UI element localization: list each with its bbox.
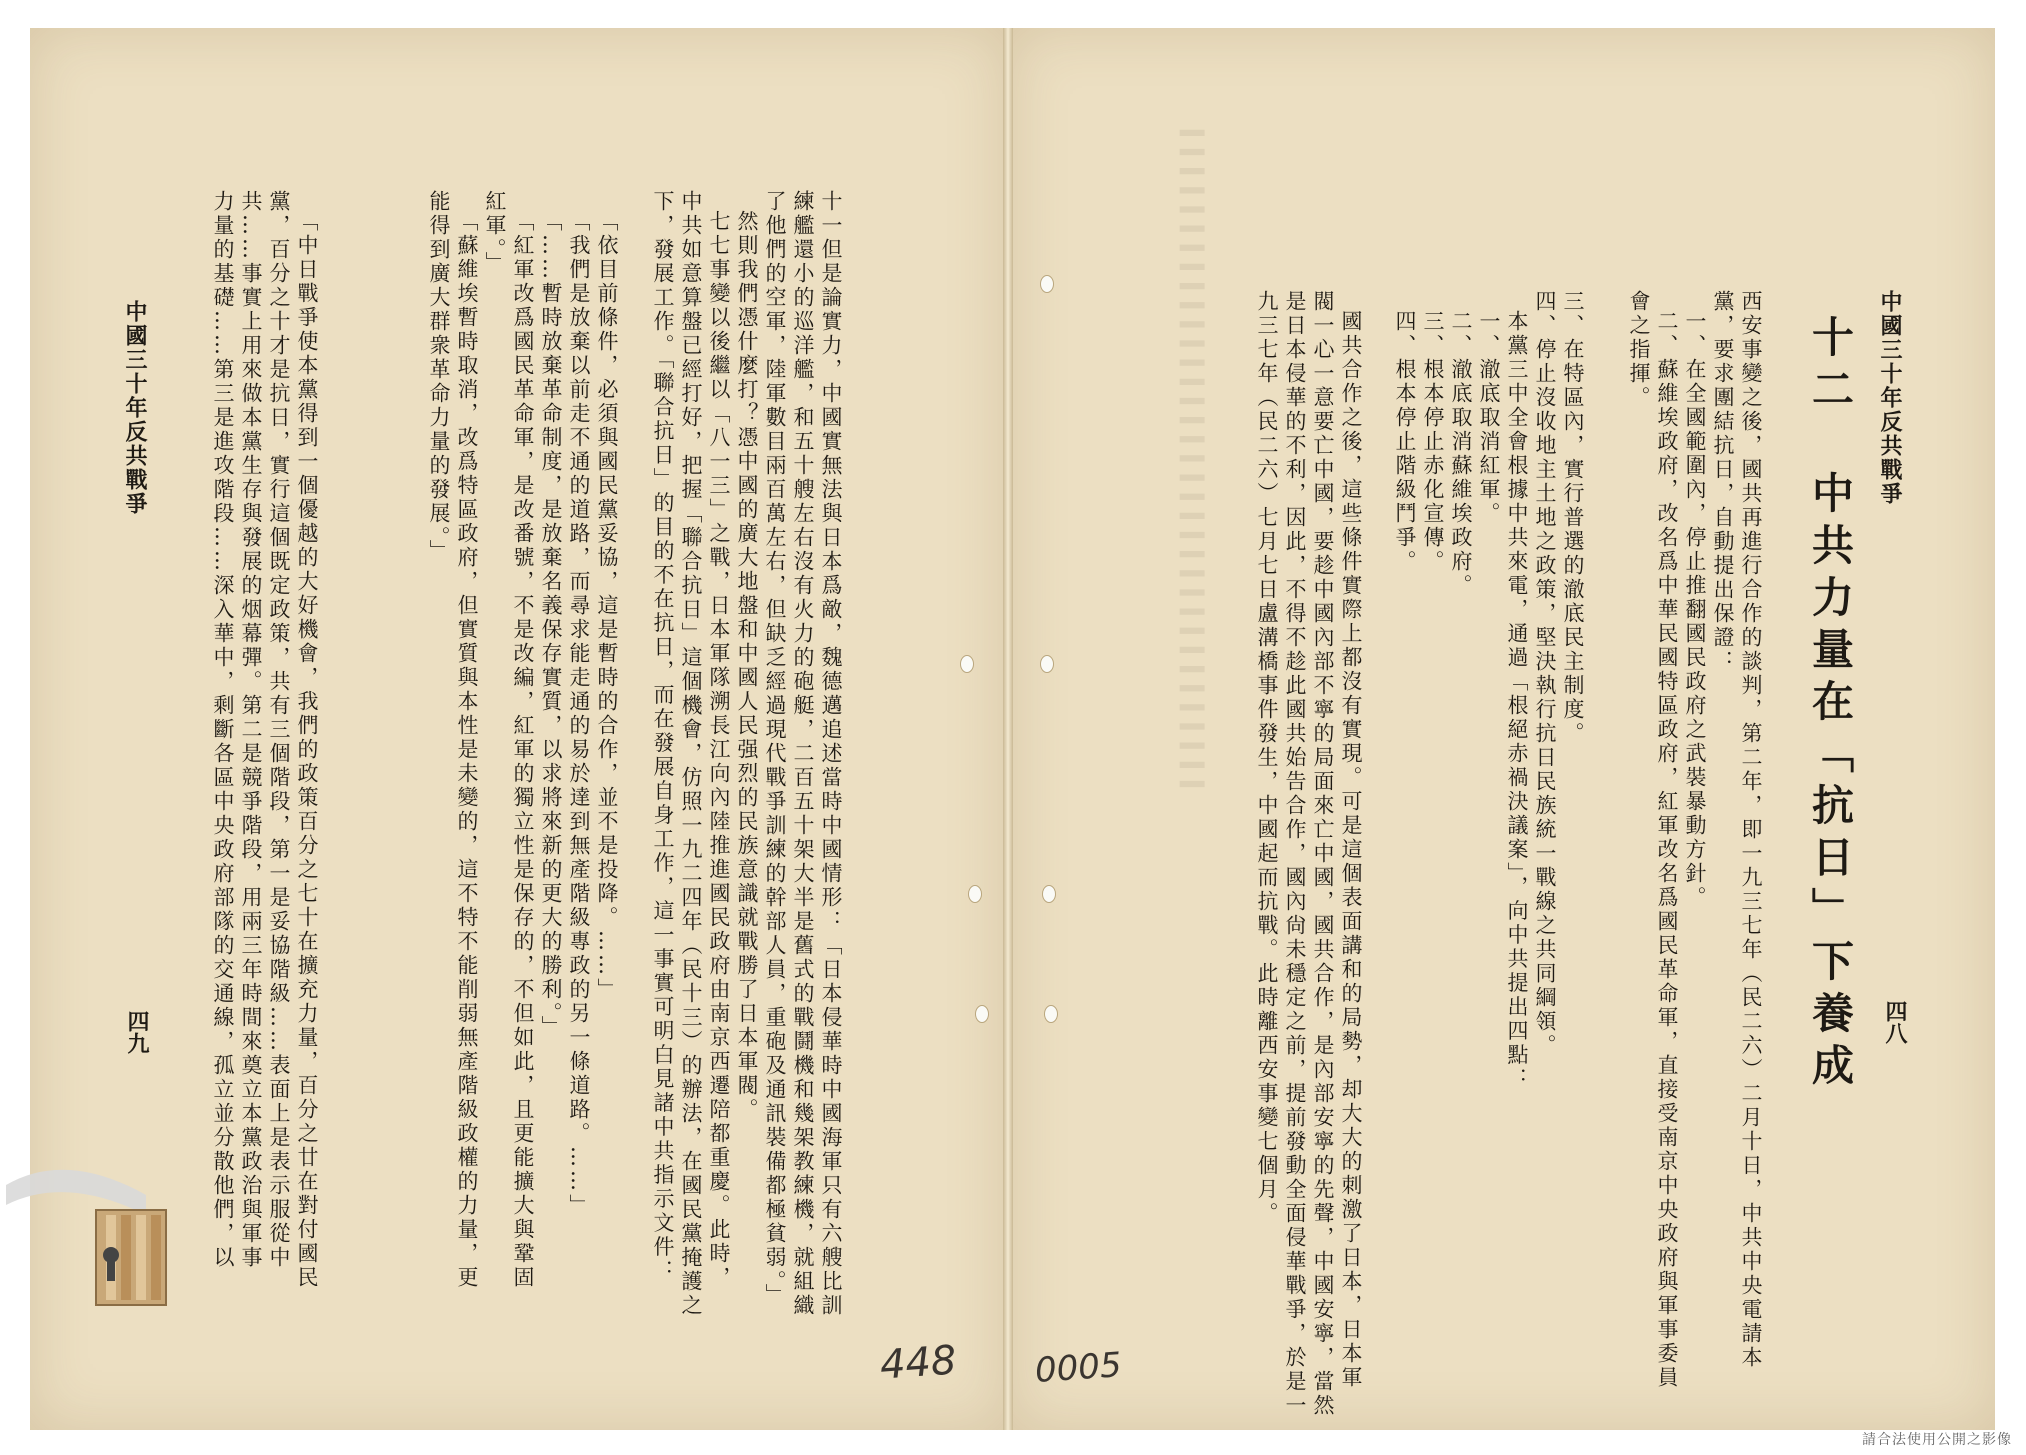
body-column: 「蘇維埃暫時取消，改爲特區政府，但實質與本性是未變的，這不特不能削弱無產階級政權的力量，更 — [455, 210, 479, 1290]
page-number-right: 四八 — [1882, 1000, 1908, 1044]
body-column: 會之指揮。 — [1627, 290, 1651, 410]
body-column: 黨，百分之十才是抗日，實行這個既定政策，共有三個階段，第一是妥協階級……表面上是表示服從中 — [267, 190, 291, 1270]
page-gutter — [1003, 28, 1013, 1430]
body-column: 一、在全國範圍內，停止推翻國民政府之武裝暴動方針。 — [1683, 310, 1707, 910]
body-column: 是日本侵華的不利，因此，不得不趁此國共始告合作，國內尙未穩定之前，提前發動全面侵華戰爭，於是一 — [1283, 290, 1307, 1418]
punch-hole — [1042, 885, 1056, 903]
bleed-through-texture: ▍▍▍▍▍▍▍▍▍▍▍▍▍▍▍▍▍▍▍▍▍▍▍▍▍▍▍▍▍▍▍▍▍▍▍ — [1180, 130, 1204, 801]
body-column: 黨，要求團結抗日，自動提出保證： — [1711, 290, 1735, 674]
usage-watermark: 請合法使用公開之影像 — [1862, 1432, 2012, 1448]
body-column: 紅軍。」 — [483, 190, 507, 276]
body-column: 閥一心一意要亡中國，要趁中國內部不寧的局面來亡中國，國共合作，是內部安寧的先聲，中國安寧，當然 — [1311, 290, 1335, 1418]
body-column: 中共如意算盤已經打好，把握「聯合抗日」這個機會，仿照一九二四年（民十三）的辦法，在國民黨掩護之 — [679, 190, 703, 1318]
body-column: 「依目前條件，必須與國民黨妥協，這是暫時的合作，並不是投降。……」 — [595, 210, 619, 1002]
body-column: 共……事實上用來做本黨生存與發展的烟幕彈。第二是競爭階段，用兩三年時間來奠立本黨政治與軍事 — [239, 190, 263, 1270]
body-column: 能得到廣大群衆革命力量的發展。」 — [427, 190, 451, 564]
body-column: 了他們的空軍，陸軍數目兩百萬左右，但缺乏經過現代戰爭訓練的幹部人員，重砲及通訊裝備都極貧弱。」 — [763, 190, 787, 1308]
punch-hole — [1044, 1005, 1058, 1023]
body-column: 十一但是論實力，中國實無法與日本爲敵，魏德邁追述當時中國情形：「日本侵華時中國海軍只有六艘比訓 — [819, 190, 843, 1318]
page-number-left: 四九 — [124, 1010, 150, 1054]
body-column: 然則我們憑什麼打？憑中國的廣大地盤和中國人民强烈的民族意識就戰勝了日本軍閥。 — [735, 210, 759, 1122]
body-column: 三、根本停止赤化宣傳。 — [1421, 310, 1445, 574]
body-column: 國共合作之後，這些條件實際上都沒有實現。可是這個表面講和的局勢，却大大的刺激了日本，日本軍 — [1339, 310, 1363, 1390]
body-column: 四、根本停止階級鬥爭。 — [1393, 310, 1417, 574]
punch-hole — [1040, 275, 1054, 293]
body-column: 二、澈底取消蘇維埃政府。 — [1449, 310, 1473, 598]
body-column: 三、在特區內，實行普選的澈底民主制度。 — [1561, 290, 1585, 746]
body-column: 下，發展工作。「聯合抗日」的目的不在抗日，而在發展自身工作，這一事實可明白見諸中共指示文件： — [651, 190, 675, 1284]
handwritten-number-left: 448 — [878, 1337, 958, 1389]
body-column: 「……暫時放棄革命制度，是放棄名義保存實質，以求將來新的更大的勝利。」 — [539, 210, 563, 1040]
running-header-left: 中國三十年反共戰爭 — [122, 300, 148, 516]
body-column: 「紅軍改爲國民革命軍，是改番號，不是改編，紅軍的獨立性是保存的，不但如此，且更能擴大與鞏固 — [511, 210, 535, 1290]
body-column: 七七事變以後繼以「八一三」之戰，日本軍隊溯長江向內陸推進國民政府由南京西遷陪都重慶。此時， — [707, 210, 731, 1290]
punch-hole — [975, 1005, 989, 1023]
body-column: 一、澈底取消紅軍。 — [1477, 310, 1501, 526]
body-column: 九三七年（民二六）七月七日盧溝橋事件發生，中國起而抗戰。此時離西安事變七個月。 — [1255, 290, 1279, 1226]
handwritten-number-right: 0005 — [1033, 1345, 1123, 1391]
punch-hole — [968, 885, 982, 903]
body-column: 練艦還小的巡洋艦，和五十艘左右沒有火力的砲艇，二百五十架大半是舊式的戰鬪機和幾架教練機，就組織 — [791, 190, 815, 1318]
running-header-right: 中國三十年反共戰爭 — [1877, 290, 1903, 506]
chapter-title: 十二 中共力量在「抗日」下養成 — [1806, 315, 1855, 1095]
body-column: 西安事變之後，國共再進行合作的談判，第二年，即一九三七年（民二六）二月十日，中共中央電請本 — [1739, 290, 1763, 1370]
body-column: 「中日戰爭使本黨得到一個優越的大好機會，我們的政策百分之七十在擴充力量，百分之廿在對付國民 — [295, 210, 319, 1290]
archive-logo-icon — [6, 1155, 176, 1315]
body-column: 本黨三中全會根據中共來電，通過「根絕赤禍決議案」，向中共提出四點： — [1505, 310, 1529, 1092]
body-column: 二、蘇維埃政府，改名爲中華民國特區政府，紅軍改名爲國民革命軍，直接受南京中央政府與軍事委員 — [1655, 310, 1679, 1390]
body-column: 「我們是放棄以前走不通的道路，而尋求能走通的易於達到無產階級專政的另一條道路。……」 — [567, 210, 591, 1218]
punch-hole — [960, 655, 974, 673]
body-column: 力量的基礎……第三是進攻階段……深入華中，剩斷各區中央政府部隊的交通線，孤立並分散他們，以 — [211, 190, 235, 1270]
punch-hole — [1040, 655, 1054, 673]
body-column: 四、停止沒收地主土地之政策，堅決執行抗日民族統一戰線之共同綱領。 — [1533, 290, 1557, 1058]
